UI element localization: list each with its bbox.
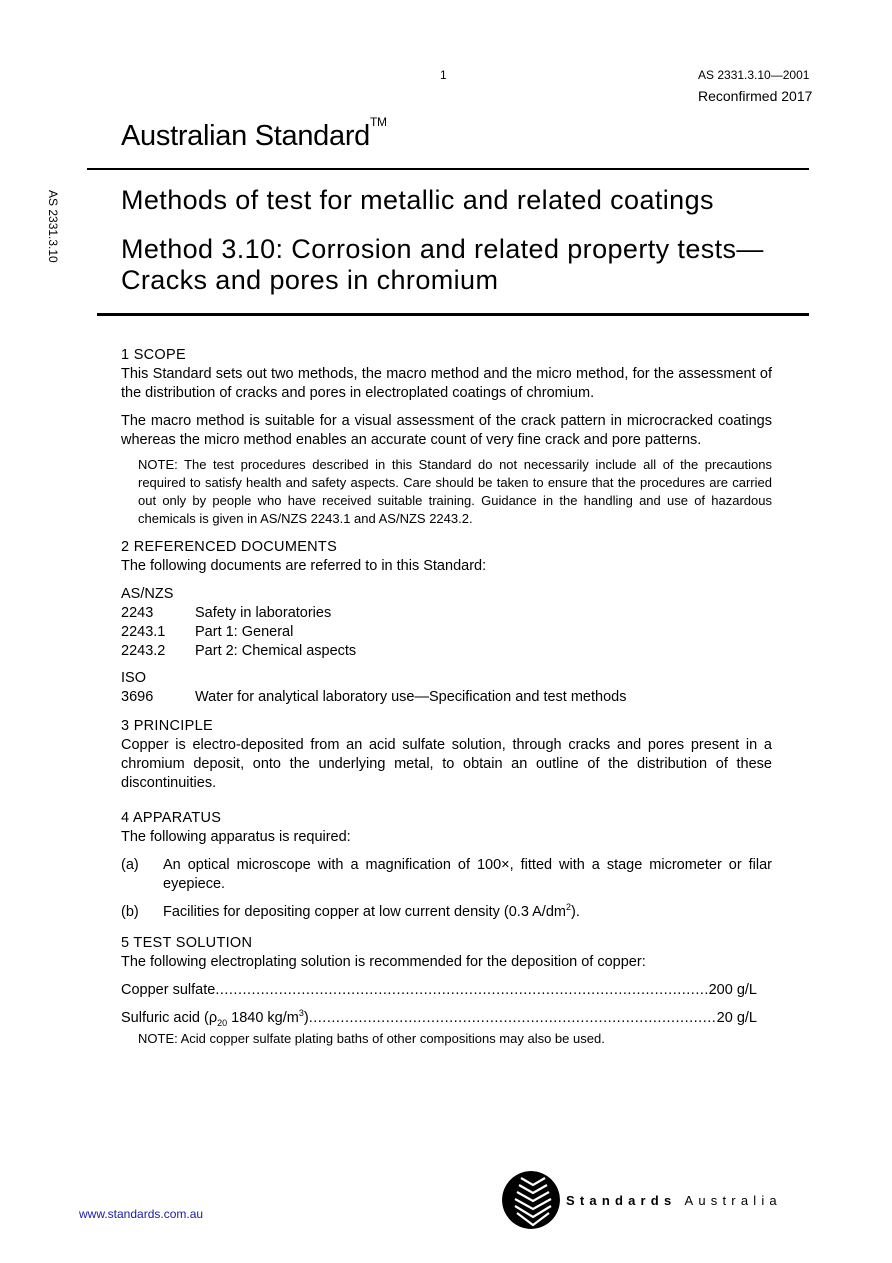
top-rule [87, 168, 809, 170]
scope-paragraph-2: The macro method is suitable for a visual assessment of the crack pattern in microcracked coatings whereas the micro method enables an accurate count of very fine crack and pore patterns. [121, 413, 772, 448]
reference-row [121, 688, 772, 707]
reference-row [121, 642, 772, 661]
page-number: 1 [440, 68, 447, 82]
leader-dots [309, 1009, 717, 1028]
reference-group-title: AS/NZS [121, 586, 174, 602]
reference-title: Part 1: General [195, 624, 294, 640]
reference-code: 2243 [121, 605, 154, 621]
reference-group-title: ISO [121, 670, 146, 686]
references-intro: The following documents are referred to in this Standard: [121, 558, 487, 574]
solution-label: Copper sulfate [121, 982, 216, 998]
side-standard-label: AS 2331.3.10 [46, 190, 60, 263]
title-rule [97, 313, 809, 316]
scope-note: NOTE: The test procedures described in this Standard do not necessarily include all of the precautions required to satisfy health and safety aspects. Care should be taken to ensure that the procedures are carried out only by people who have received suitable training. Guidance in the handling and use of hazardous chemicals is given in AS/NZS 2243.1 and AS/NZS 2243.2. [138, 457, 772, 526]
list-text-end: ). [571, 904, 580, 920]
method-title: Method 3.10: Corrosion and related property tests—Cracks and pores in chromium [121, 234, 764, 295]
reference-title: Part 2: Chemical aspects [195, 643, 357, 659]
brand-text: Australian Standard [121, 120, 371, 152]
section-heading-apparatus: 4 APPARATUS [121, 810, 222, 826]
reconfirmed-label: Reconfirmed 2017 [698, 88, 813, 104]
superscript: 3 [298, 1008, 304, 1019]
subscript: 20 [217, 1017, 228, 1028]
standard-number: AS 2331.3.10—2001 [698, 68, 810, 82]
reference-title: Water for analytical laboratory use—Specification and test methods [195, 689, 627, 705]
test-solution-note: NOTE: Acid copper sulfate plating baths of other compositions may also be used. [138, 1031, 605, 1046]
label-part: ) [303, 1010, 309, 1026]
solution-value: 200 g/L [708, 982, 757, 998]
apparatus-item-b [121, 903, 772, 922]
solution-row-copper-sulfate [121, 981, 757, 1000]
reference-code: 2243.1 [121, 624, 166, 640]
brand-title [121, 115, 387, 153]
footer-url-link[interactable]: www.standards.com.au [79, 1207, 204, 1221]
list-text [163, 903, 580, 922]
standards-australia-wordmark [566, 1193, 782, 1208]
apparatus-intro: The following apparatus is required: [121, 829, 351, 845]
apparatus-item-a [121, 856, 772, 894]
section-heading-test-solution: 5 TEST SOLUTION [121, 935, 253, 951]
section-heading-principle: 3 PRINCIPLE [121, 718, 213, 734]
document-title: Methods of test for metallic and related coatings [121, 185, 714, 215]
section-heading-references: 2 REFERENCED DOCUMENTS [121, 539, 338, 555]
solution-value: 20 g/L [716, 1010, 757, 1026]
list-text-main: Facilities for depositing copper at low current density (0.3 A/dm [163, 904, 566, 920]
trademark-mark: TM [370, 115, 387, 129]
wordmark-australia: Australia [684, 1193, 782, 1208]
superscript: 2 [565, 902, 571, 913]
leader-dots [215, 981, 708, 1000]
reference-group-asnzs [121, 585, 772, 661]
reference-row [121, 604, 772, 623]
solution-row-sulfuric-acid [121, 1009, 757, 1028]
reference-title: Safety in laboratories [195, 605, 332, 621]
list-label: (a) [121, 857, 139, 873]
list-label: (b) [121, 904, 139, 920]
reference-group-iso [121, 669, 772, 707]
test-solution-intro: The following electroplating solution is recommended for the deposition of copper: [121, 954, 646, 970]
reference-code: 2243.2 [121, 643, 166, 659]
label-part: Sulfuric acid (ρ [121, 1010, 218, 1026]
reference-row [121, 623, 772, 642]
label-part: 1840 kg/m [227, 1010, 299, 1026]
list-text: An optical microscope with a magnification of 100×, fitted with a stage micrometer or filar eyepiece. [163, 857, 772, 892]
document-body [121, 346, 772, 1058]
wordmark-standards: Standards [566, 1193, 677, 1208]
scope-paragraph-1: This Standard sets out two methods, the macro method and the micro method, for the assessment of the distribution of cracks and pores in electroplated coatings of chromium. [121, 366, 772, 401]
standards-australia-logo-icon [501, 1170, 561, 1230]
principle-paragraph: Copper is electro-deposited from an acid sulfate solution, through cracks and pores present in a chromium deposit, onto the underlying metal, to obtain an outline of the distribution of these discontinuities. [121, 737, 772, 791]
reference-code: 3696 [121, 689, 154, 705]
solution-label [121, 1009, 309, 1028]
section-heading-scope: 1 SCOPE [121, 347, 186, 363]
